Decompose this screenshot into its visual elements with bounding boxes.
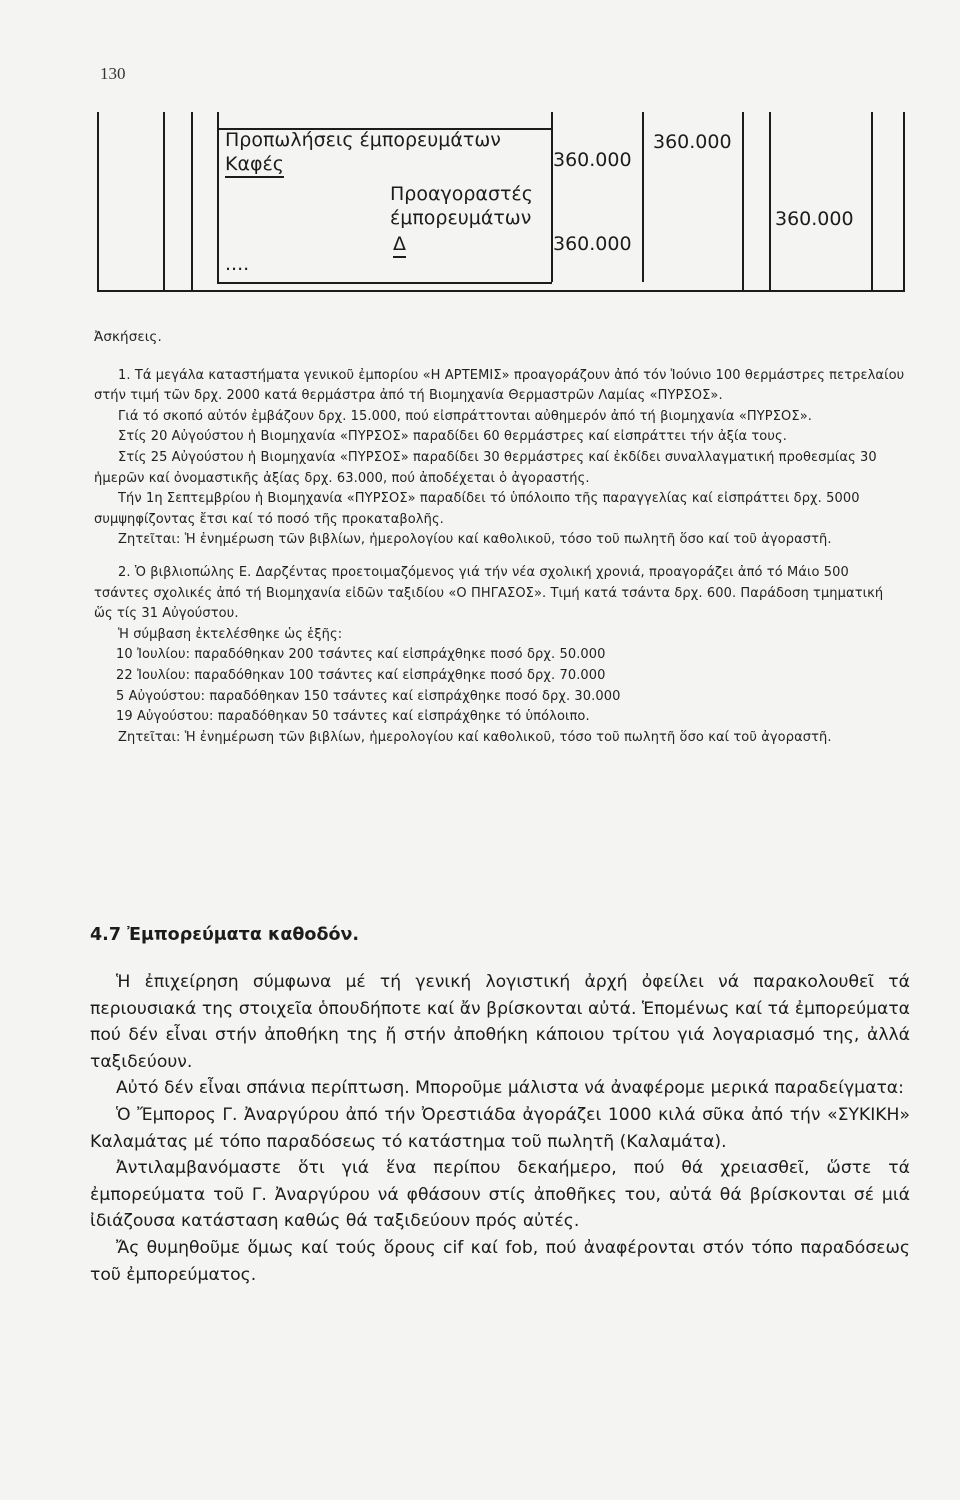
- debit-account-sublabel: [225, 152, 284, 176]
- credit-account-label-2: έμπορευμάτων: [390, 207, 532, 229]
- section-paragraph: Ὁ Ἔμπορος Γ. Ἀναργύρου ἀπό τήν Ὀρεστιάδα ἀγοράζει 1000 κιλά σῦκα ἀπό τήν «ΣΥΚΙΚΗ» Καλαμάτας μέ τόπο παραδόσεως τό κατάστημα τοῦ πωλητῆ (Καλαμάτα).: [90, 1104, 910, 1152]
- table-rule: [217, 282, 552, 284]
- table-rule: [163, 112, 165, 292]
- exercise-1-paragraph: Στίς 25 Αὐγούστου ἡ Βιομηχανία «ΠΥΡΣΟΣ» παραδίδει 30 θερμάστρες καί ἐκδίδει συναλλαγματική προθεσμίας 30 ἡμερῶν καί ὀνομαστικῆς ἀξίας δρχ. 63.000, πού ἀποδέχεται ὁ ἀγοραστής.: [94, 449, 877, 486]
- exercise-1-task: Ζητεῖται: Ἡ ἐνημέρωση τῶν βιβλίων, ἡμερολογίου καί καθολικοῦ, τόσο τοῦ πωλητῆ ὅσο καί τοῦ ἀγοραστῆ.: [118, 532, 832, 548]
- section-paragraph: Ἡ ἐπιχείρηση σύμφωνα μέ τή γενική λογιστική ἀρχή ὀφείλει νά παρακολουθεῖ τά περιουσιακά της στοιχεῖα ὁπουδήποτε καί ἄν βρίσκονται αὐτά. Ἑπομένως καί τά ἐμπορεύματα πού δέν εἶναι στήν ἀποθήκη της ἤ στήν ἀποθήκη κάποιου τρίτου γιά λογαριασμό της, ἀλλά ταξιδεύουν.: [90, 972, 910, 1072]
- debit-account-name: Καφές: [225, 153, 284, 178]
- debit-account-label: Προπωλήσεις έμπορευμάτων: [225, 129, 501, 151]
- debit-amount: 360.000: [553, 149, 632, 171]
- schedule-item: 19 Αὐγούστου: παραδόθηκαν 50 τσάντες καί εἰσπράχθηκε τό ὑπόλοιπο.: [116, 709, 590, 725]
- credit-amount: 360.000: [553, 233, 632, 255]
- journal-entry-table: [97, 112, 905, 292]
- debit-total-amount: 360.000: [653, 131, 732, 153]
- table-rule: [191, 112, 193, 292]
- credit-account-code: Δ: [393, 233, 406, 258]
- schedule-item: 22 Ἰουλίου: παραδόθηκαν 100 τσάντες καί εἰσπράχθηκε ποσό δρχ. 70.000: [116, 667, 606, 683]
- table-rule: [551, 112, 553, 282]
- section-paragraph: Ἄς θυμηθοῦμε ὅμως καί τούς ὅρους cif καί fob, πού ἀναφέρονται στόν τόπο παραδόσεως τοῦ ἐμπορεύματος.: [90, 1237, 910, 1285]
- table-rule: [217, 112, 219, 282]
- ellipsis: ....: [225, 253, 250, 275]
- exercise-2-task: Ζητεῖται: Ἡ ἐνημέρωση τῶν βιβλίων, ἡμερολογίου καί καθολικοῦ, τόσο τοῦ πωλητῆ ὅσο καί τοῦ ἀγοραστῆ.: [118, 729, 832, 745]
- exercise-1-paragraph: Γιά τό σκοπό αὐτόν ἐμβάζουν δρχ. 15.000, πού εἰσπράττονται αὐθημερόν ἀπό τή βιομηχανία «ΠΥΡΣΟΣ».: [118, 408, 812, 424]
- exercise-1-paragraph: Στίς 20 Αὐγούστου ἡ Βιομηχανία «ΠΥΡΣΟΣ» παραδίδει 60 θερμάστρες καί εἰσπράττει τήν ἀξία τους.: [118, 429, 787, 445]
- schedule-item: 5 Αὐγούστου: παραδόθηκαν 150 τσάντες καί εἰσπράχθηκε ποσό δρχ. 30.000: [116, 688, 621, 704]
- table-rule: [642, 112, 644, 282]
- exercise-1-intro: 1. Τά μεγάλα καταστήματα γενικοῦ ἐμπορίου «Η ΑΡΤΕΜΙΣ» προαγοράζουν ἀπό τόν Ἰούνιο 100 θερμάστρες πετρελαίου στήν τιμή τῶν δρχ. 2000 κατά θερμάστρα ἀπό τή Βιομηχανία Θερμαστρῶν Λαμίας «ΠΥΡΣΟΣ».: [94, 367, 905, 404]
- table-rule: [769, 112, 771, 292]
- section-goods-in-transit: [90, 925, 910, 1288]
- credit-account-name: [393, 232, 406, 256]
- credit-total-amount: 360.000: [775, 208, 854, 230]
- page-number: 130: [100, 64, 126, 83]
- exercises-section: [94, 327, 906, 748]
- exercises-heading: Ἀσκήσεις.: [94, 329, 162, 345]
- exercise-1-paragraph: Τήν 1η Σεπτεμβρίου ἡ Βιομηχανία «ΠΥΡΣΟΣ» παραδίδει τό ὑπόλοιπο τῆς παραγγελίας καί εἰσπράττει δρχ. 5000 συμψηφίζοντας ἔτσι καί τό ποσό τῆς προκαταβολῆς.: [94, 491, 860, 527]
- schedule-item: 10 Ἰουλίου: παραδόθηκαν 200 τσάντες καί εἰσπράχθηκε ποσό δρχ. 50.000: [116, 647, 606, 663]
- credit-account-label: Προαγοραστές: [390, 183, 533, 205]
- table-rule: [742, 112, 744, 292]
- table-rule: [903, 112, 905, 292]
- section-paragraph: Ἀντιλαμβανόμαστε ὅτι γιά ἕνα περίπου δεκαήμερο, πού θά χρειασθεῖ, ὥστε τά ἐμπορεύματα τοῦ Γ. Ἀναργύρου νά φθάσουν στίς ἀποθῆκες του, αὐτά θά βρίσκονται σέ μιά ἰδιάζουσα κατάσταση καθώς θά ταξιδεύουν πρός αὐτές.: [90, 1158, 910, 1232]
- table-rule: [97, 112, 99, 292]
- table-rule: [97, 290, 905, 292]
- table-rule: [871, 112, 873, 292]
- section-title: 4.7 Ἐμπορεύματα καθοδόν.: [90, 925, 360, 945]
- section-paragraph: Αὐτό δέν εἶναι σπάνια περίπτωση. Μποροῦμε μάλιστα νά ἀναφέρομε μερικά παραδείγματα:: [116, 1078, 904, 1099]
- exercise-2-intro: 2. Ὁ βιβλιοπώλης Ε. Δαρζέντας προετοιμαζόμενος γιά τήν νέα σχολική χρονιά, προαγοράζει ἀπό τό Μάιο 500 τσάντες σχολικές ἀπό τή Βιομηχανία εἰδῶν ταξιδίου «Ο ΠΗΓΑΣΟΣ». Τιμή κατά τσάντα δρχ. 600. Παράδοση τμηματική ὥς τίς 31 Αὐγούστου.: [94, 564, 884, 622]
- exercise-2-paragraph: Ἡ σύμβαση ἐκτελέσθηκε ὡς ἑξῆς:: [118, 626, 343, 642]
